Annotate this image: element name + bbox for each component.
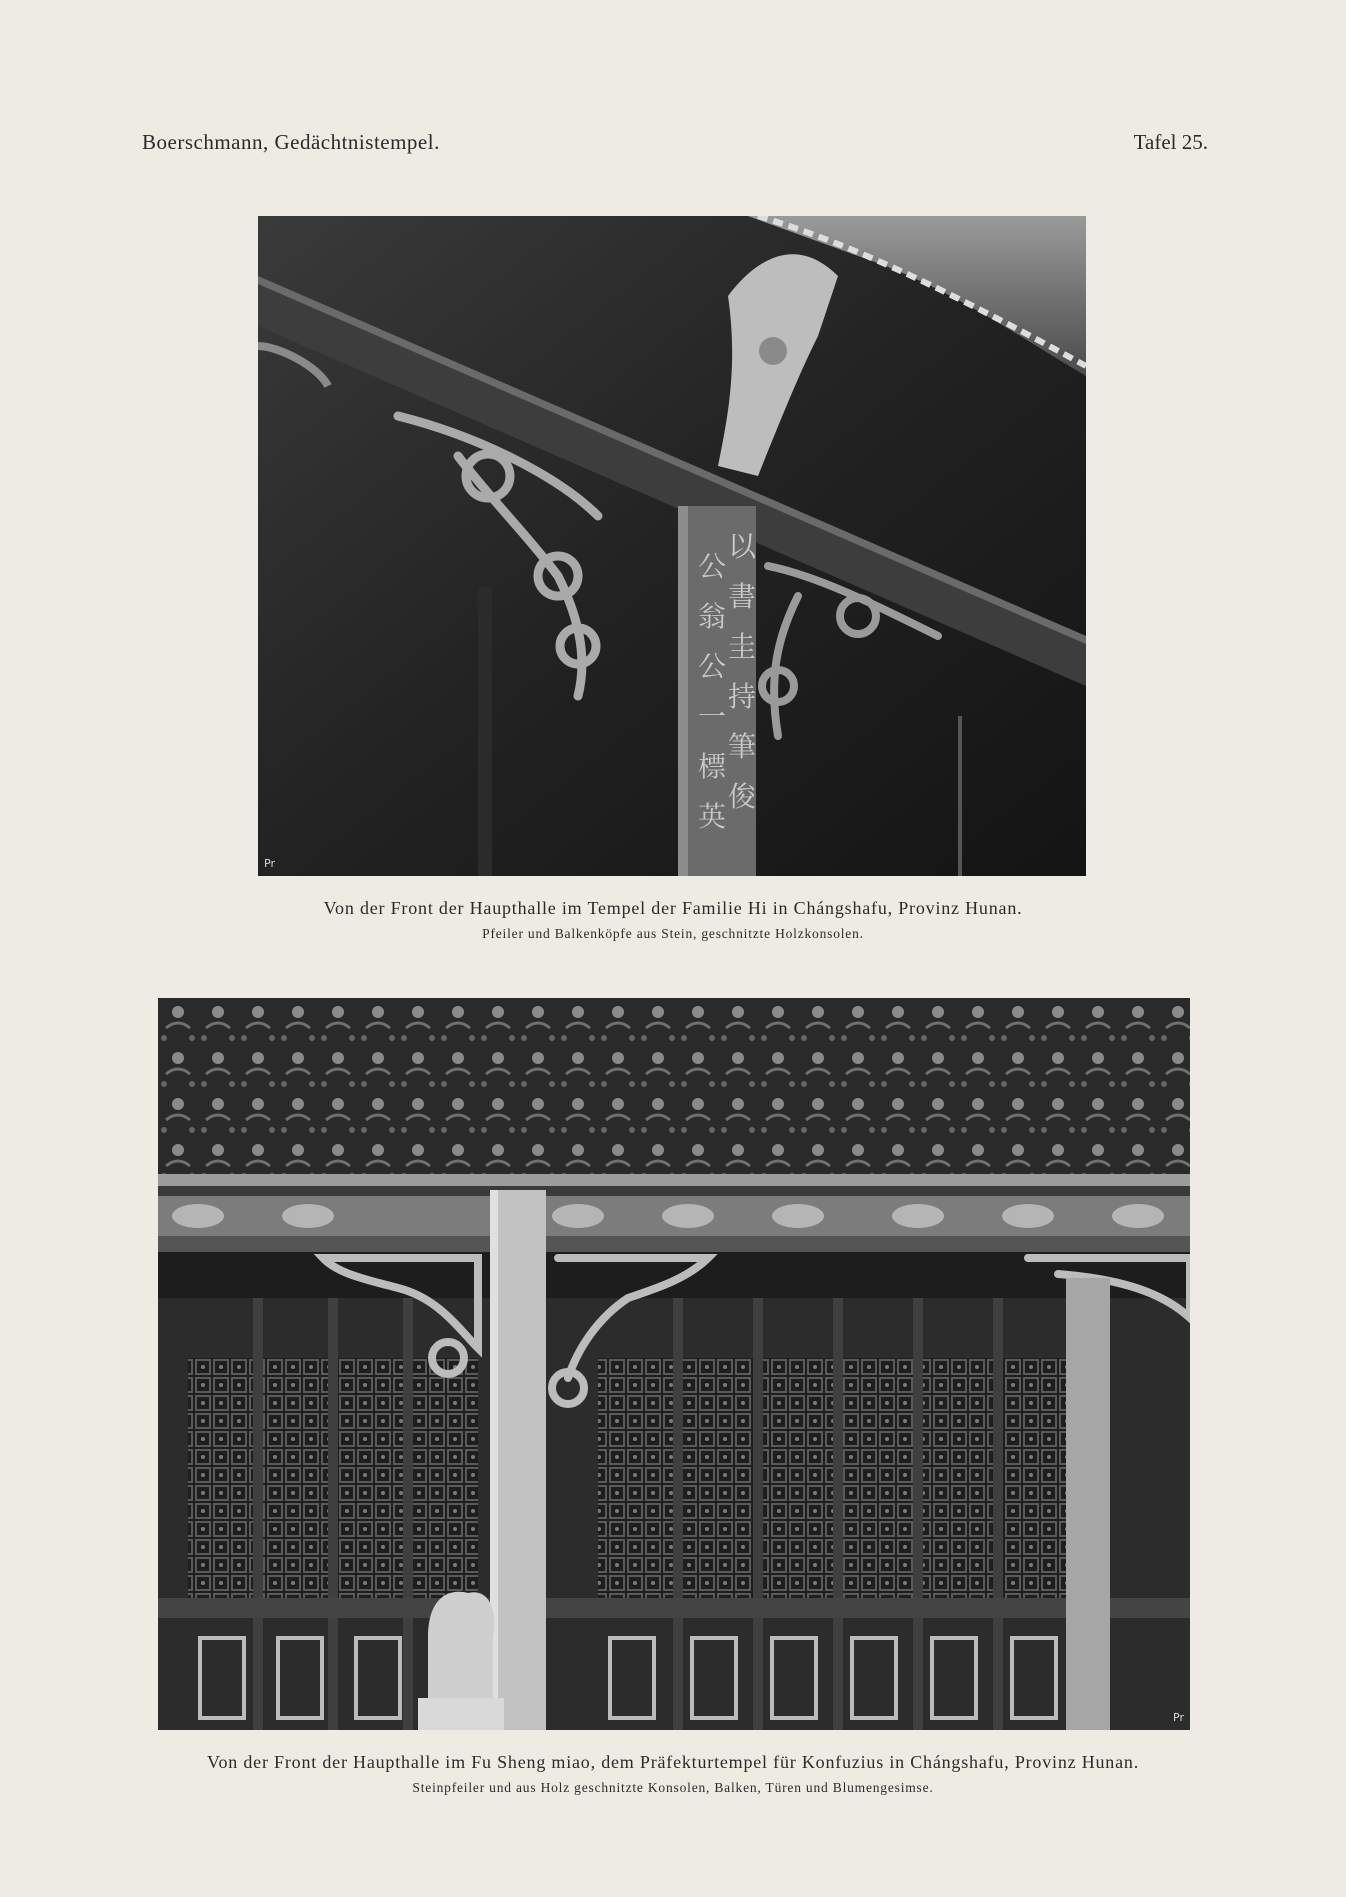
figure-2-subcaption: Steinpfeiler und aus Holz geschnitzte Konsolen, Balken, Türen und Blumengesimse. [412,1780,934,1795]
figure-1-subcaption: Pfeiler und Balkenköpfe aus Stein, geschnitzte Holzkonsolen. [482,926,864,941]
photo-fu-sheng-miao [158,998,1190,1730]
photo-temple-familie-hi [258,216,1086,876]
svg-text:書: 書 [728,580,757,613]
plate-number: Tafel 25. [1133,130,1208,154]
figure-2-caption: Von der Front der Haupthalle im Fu Sheng miao, dem Präfekturtempel für Konfuzius in Chángshafu, Provinz Hunan. [206,1752,1139,1772]
svg-text:公: 公 [698,650,727,683]
svg-text:俊: 俊 [728,780,757,813]
photographer-mark: Pr [264,857,275,870]
svg-text:以: 以 [728,530,757,563]
svg-text:筆: 筆 [728,730,757,763]
photographer-mark: Pr [1173,1711,1184,1724]
figure-1-caption: Von der Front der Haupthalle im Tempel der Familie Hi in Chángshafu, Provinz Hunan. [323,898,1023,918]
photo-1-illustration [258,216,1086,876]
svg-text:持: 持 [728,680,757,713]
svg-text:公: 公 [698,550,727,583]
svg-text:一: 一 [698,700,727,733]
svg-text:標: 標 [698,750,727,783]
svg-text:圭: 圭 [728,630,757,663]
svg-text:英: 英 [698,800,727,833]
running-header-title: Boerschmann, Gedächtnistempel. [142,130,440,154]
svg-text:翁: 翁 [698,600,727,633]
photo-2-illustration [158,998,1190,1730]
